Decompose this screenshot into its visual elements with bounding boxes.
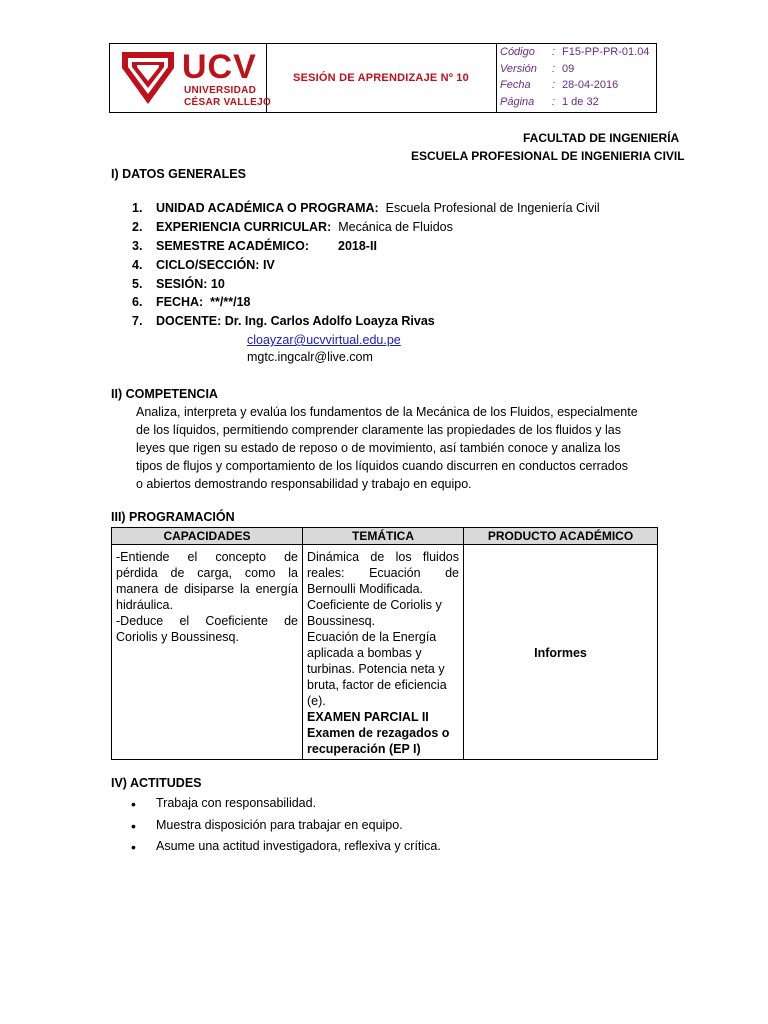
item-label: EXPERIENCIA CURRICULAR:: [156, 220, 332, 234]
logo-cell: [110, 44, 272, 112]
item-label: SEMESTRE ACADÉMICO:: [156, 239, 310, 253]
item-value: Mecánica de Fluidos: [338, 220, 453, 234]
bullet-icon: •: [131, 796, 136, 812]
document-header: [109, 43, 657, 113]
general-item: [132, 239, 652, 255]
item-value: Escuela Profesional de Ingeniería Civil: [385, 201, 600, 215]
item-value: 2018-II: [338, 239, 377, 253]
school-name: ESCUELA PROFESIONAL DE INGENIERIA CIVIL: [411, 149, 685, 163]
item-label: UNIDAD ACADÉMICA O PROGRAMA:: [156, 201, 379, 215]
tematica-cell: [303, 545, 464, 760]
competencia-line: Analiza, interpreta y evalúa los fundamentos de la Mecánica de los Fluidos, especialmente: [136, 405, 638, 419]
meta-sep: :: [552, 96, 556, 108]
section-heading-datos-generales: I) DATOS GENERALES: [111, 167, 246, 181]
item-label: CICLO/SECCIÓN: IV: [156, 258, 275, 272]
programacion-table: [111, 527, 658, 760]
general-item: [132, 314, 652, 330]
item-number: 1.: [132, 201, 143, 215]
capacidad-item: -Entiende el concepto de pérdida de carga, como la manera de disiparse la energía hidráulica.: [116, 550, 298, 612]
meta-value: 28-04-2016: [562, 79, 619, 91]
item-label: FECHA:: [156, 295, 204, 309]
column-header-tematica: TEMÁTICA: [303, 528, 464, 545]
meta-sep: :: [552, 63, 556, 75]
general-item: [132, 201, 652, 217]
item-value: **/**/18: [210, 295, 251, 309]
item-number: 2.: [132, 220, 143, 234]
general-item: [132, 258, 652, 274]
section-heading-competencia: II) COMPETENCIA: [111, 387, 218, 401]
item-number: 6.: [132, 295, 143, 309]
docente-email-link[interactable]: cloayzar@ucvvirtual.edu.pe: [247, 333, 401, 347]
competencia-line: tipos de flujos y comportamiento de los líquidos cuando discurren en conductos cerrados: [136, 459, 628, 473]
item-label: SESIÓN: 10: [156, 277, 225, 291]
general-item: [132, 277, 652, 293]
competencia-line: leyes que rigen su estado de reposo o de movimiento, así también conoce y analiza los: [136, 441, 621, 455]
general-item: [132, 220, 652, 236]
table-header-row: [112, 528, 658, 545]
faculty-name: FACULTAD DE INGENIERÍA: [523, 131, 680, 145]
logo-ucv-text: UCV: [182, 48, 257, 86]
bullet-icon: •: [131, 818, 136, 834]
meta-label: Código: [500, 46, 535, 58]
meta-value: F15-PP-PR-01.04: [562, 46, 650, 58]
table-row: [112, 545, 658, 760]
section-heading-actitudes: IV) ACTITUDES: [111, 776, 202, 790]
document-meta: [496, 44, 656, 112]
item-label: DOCENTE: Dr. Ing. Carlos Adolfo Loayza Rivas: [156, 314, 435, 328]
competencia-line: de los líquidos, permitiendo comprender claramente las propiedades de los fluidos y las: [136, 423, 621, 437]
item-number: 4.: [132, 258, 143, 272]
bullet-icon: •: [131, 839, 136, 855]
tematica-item: Dinámica de los fluidos reales: Ecuación de Bernoulli Modificada.: [307, 550, 459, 596]
producto-cell: Informes: [464, 545, 658, 760]
list-item: [131, 818, 631, 836]
session-title-cell: [266, 44, 497, 112]
item-number: 5.: [132, 277, 143, 291]
list-item: [131, 796, 631, 814]
actitud-text: Trabaja con responsabilidad.: [156, 796, 317, 810]
tematica-item: Coeficiente de Coriolis y Boussinesq.: [307, 598, 442, 628]
general-item: [132, 295, 652, 311]
meta-label: Versión: [500, 63, 537, 75]
item-number: 3.: [132, 239, 143, 253]
meta-label: Página: [500, 96, 535, 108]
competencia-line: o abiertos demostrando responsabilidad y trabajo en equipo.: [136, 477, 472, 491]
column-header-capacidades: CAPACIDADES: [112, 528, 303, 545]
competencia-paragraph: [136, 403, 656, 493]
meta-sep: :: [552, 46, 556, 58]
tematica-item: Ecuación de la Energía aplicada a bombas y turbinas. Potencia neta y bruta, factor de eficiencia (e).: [307, 630, 447, 708]
tematica-exam-item: EXAMEN PARCIAL II: [307, 710, 429, 724]
section-heading-programacion: III) PROGRAMACIÓN: [111, 510, 235, 524]
capacidades-cell: [112, 545, 303, 760]
actitud-text: Asume una actitud investigadora, reflexiva y crítica.: [156, 839, 441, 853]
actitud-text: Muestra disposición para trabajar en equipo.: [156, 818, 403, 832]
tematica-exam-item: Examen de rezagados o recuperación (EP I): [307, 726, 450, 756]
session-title: SESIÓN DE APRENDIZAJE Nº 10: [293, 72, 469, 84]
logo-cesar-vallejo-text: CÉSAR VALLEJO: [184, 97, 272, 108]
meta-sep: :: [552, 79, 556, 91]
column-header-producto: PRODUCTO ACADÉMICO: [464, 528, 658, 545]
capacidad-item: -Deduce el Coeficiente de Coriolis y Boussinesq.: [116, 614, 298, 644]
item-number: 7.: [132, 314, 143, 328]
meta-label: Fecha: [500, 79, 531, 91]
ucv-shield-logo-icon: [120, 50, 176, 106]
meta-value: 1 de 32: [562, 96, 599, 108]
logo-university-text: UNIVERSIDAD: [184, 85, 257, 96]
docente-email-alt: mgtc.ingcalr@live.com: [247, 350, 373, 364]
meta-value: 09: [562, 63, 575, 75]
list-item: [131, 839, 631, 857]
